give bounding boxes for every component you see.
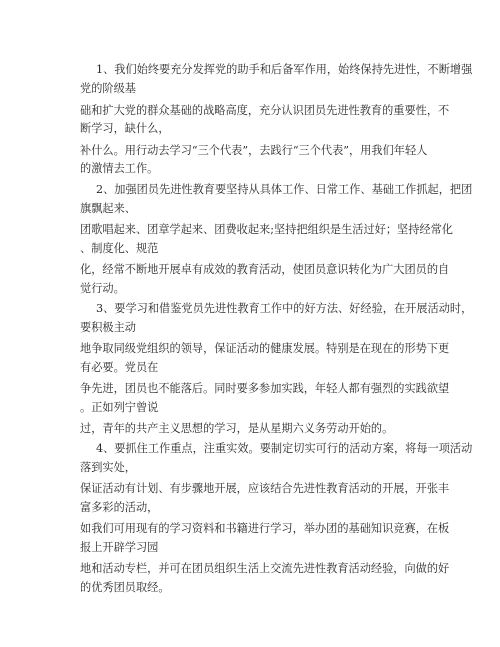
text-line: 补什么。用行动去学习“三个代表”，去践行“三个代表”，用我们年轻人 [80,144,428,157]
text-line: 3、要学习和借鉴党员先进性教育工作中的好方法、好经验，在开展活动时， [96,302,473,315]
text-line: 富多彩的活动， [80,501,159,514]
text-line: 地争取同级党组织的领导，保证活动的健康发展。特别是在现在的形势下更 [80,342,450,355]
text-line: 团歌唱起来、团章学起来、团费收起来;坚持把组织是生活过好；坚持经常化 [80,223,453,236]
text-line: 争先进，团员也不能落后。同时要多参加实践，年轻人都有强烈的实践欲望 [80,382,450,395]
text-line: 4、要抓住工作重点，注重实效。要制定切实可行的活动方案，将每一项活动 [96,442,473,455]
text-line: 的优秀团员取经。 [80,581,170,594]
text-line: 2、加强团员先进性教育要坚持从具体工作、日常工作、基础工作抓起，把团 [96,183,473,196]
text-line: 1、我们始终要充分发挥党的助手和后备军作用，始终保持先进性，不断增强 [96,63,473,76]
text-line: 有必要。党员在 [80,361,159,374]
text-line: 党的阶级基 [80,82,136,95]
text-line: 落到实处， [80,461,136,474]
text-line: 础和扩大党的群众基础的战略高度，充分认识团员先进性教育的重要性，不 [80,104,450,117]
text-line: 报上开辟学习园 [80,541,159,554]
text-line: 。正如列宁曾说 [80,401,159,414]
text-line: 觉行动。 [80,282,125,295]
text-line: 断学习，缺什么， [80,122,170,135]
text-line: 的激情去工作。 [80,162,159,175]
text-line: 、制度化、规范 [80,242,159,255]
text-line: 保证活动有计划、有步骤地开展，应该结合先进性教育活动的开展，开张丰 [80,482,450,495]
text-line: 如我们可用现有的学习资料和书籍进行学习，举办团的基础知识竞赛，在板 [80,522,450,535]
text-line: 要积极主动 [80,321,136,334]
text-line: 地和活动专栏，并可在团员组织生活上交流先进性教育活动经验，向做的好 [80,562,450,575]
text-line: 旗飘起来、 [80,202,136,215]
text-line: 过，青年的共产主义思想的学习，是从星期六义务劳动开始的。 [80,422,394,435]
text-line: 化，经常不断地开展卓有成效的教育活动，使团员意识转化为广大团员的自 [80,263,450,276]
